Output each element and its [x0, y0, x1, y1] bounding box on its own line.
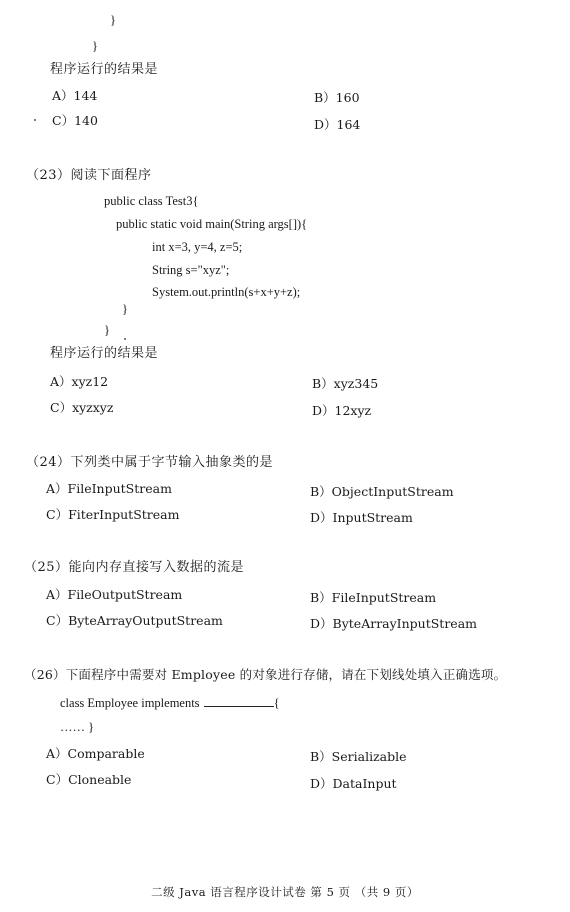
option-b: B）xyz345: [312, 376, 379, 391]
option-d: D）12xyz: [312, 403, 372, 418]
code-line: String s="xyz";: [152, 263, 230, 277]
scan-speck: [34, 119, 36, 121]
question-24-stem: （24）下列类中属于字节输入抽象类的是: [26, 455, 274, 470]
code-line: System.out.println(s+x+y+z);: [152, 285, 301, 299]
code-line: public class Test3{: [104, 194, 199, 208]
code-line: int x=3, y=4, z=5;: [152, 240, 243, 254]
option-b: B）Serializable: [310, 749, 407, 764]
option-d: D）InputStream: [310, 510, 413, 525]
option-b: B）160: [314, 90, 360, 105]
question-25-stem: （25）能向内存直接写入数据的流是: [24, 560, 245, 575]
option-a: A）FileOutputStream: [46, 587, 183, 602]
question-23-stem: （23）阅读下面程序: [26, 168, 152, 183]
code-text: class Employee implements: [60, 696, 200, 710]
option-a: A）144: [52, 88, 98, 103]
option-d: D）ByteArrayInputStream: [310, 616, 478, 631]
code-text: {: [273, 696, 280, 710]
option-d: D）DataInput: [310, 776, 397, 791]
code-line: }: [104, 323, 110, 337]
option-a: A）FileInputStream: [46, 481, 172, 496]
option-b: B）ObjectInputStream: [310, 484, 454, 499]
option-c: C）xyzxyz: [50, 400, 114, 415]
option-b: B）FileInputStream: [310, 590, 437, 605]
code-line: }: [122, 302, 128, 316]
code-line: [60, 694, 280, 711]
option-a: A）Comparable: [46, 746, 145, 761]
page-footer: 二级 Java 语言程序设计试卷 第 5 页 （共 9 页）: [151, 885, 419, 899]
option-d: D）164: [314, 117, 361, 132]
code-closing-brace: }: [110, 13, 116, 27]
scan-speck: [124, 338, 126, 340]
result-label: 程序运行的结果是: [50, 346, 159, 361]
option-c: C）Cloneable: [46, 772, 132, 787]
answer-blank: [204, 694, 274, 707]
result-label: 程序运行的结果是: [50, 62, 159, 77]
code-line: …… }: [60, 720, 95, 734]
option-c: C）ByteArrayOutputStream: [46, 613, 223, 628]
option-a: A）xyz12: [50, 374, 109, 389]
code-closing-brace: }: [92, 39, 98, 53]
option-c: C）140: [52, 113, 98, 128]
option-c: C）FiterInputStream: [46, 507, 180, 522]
question-26-stem: （26）下面程序中需要对 Employee 的对象进行存储，请在下划线处填入正确选项。: [24, 667, 507, 682]
code-line: public static void main(String args[]){: [116, 217, 308, 231]
